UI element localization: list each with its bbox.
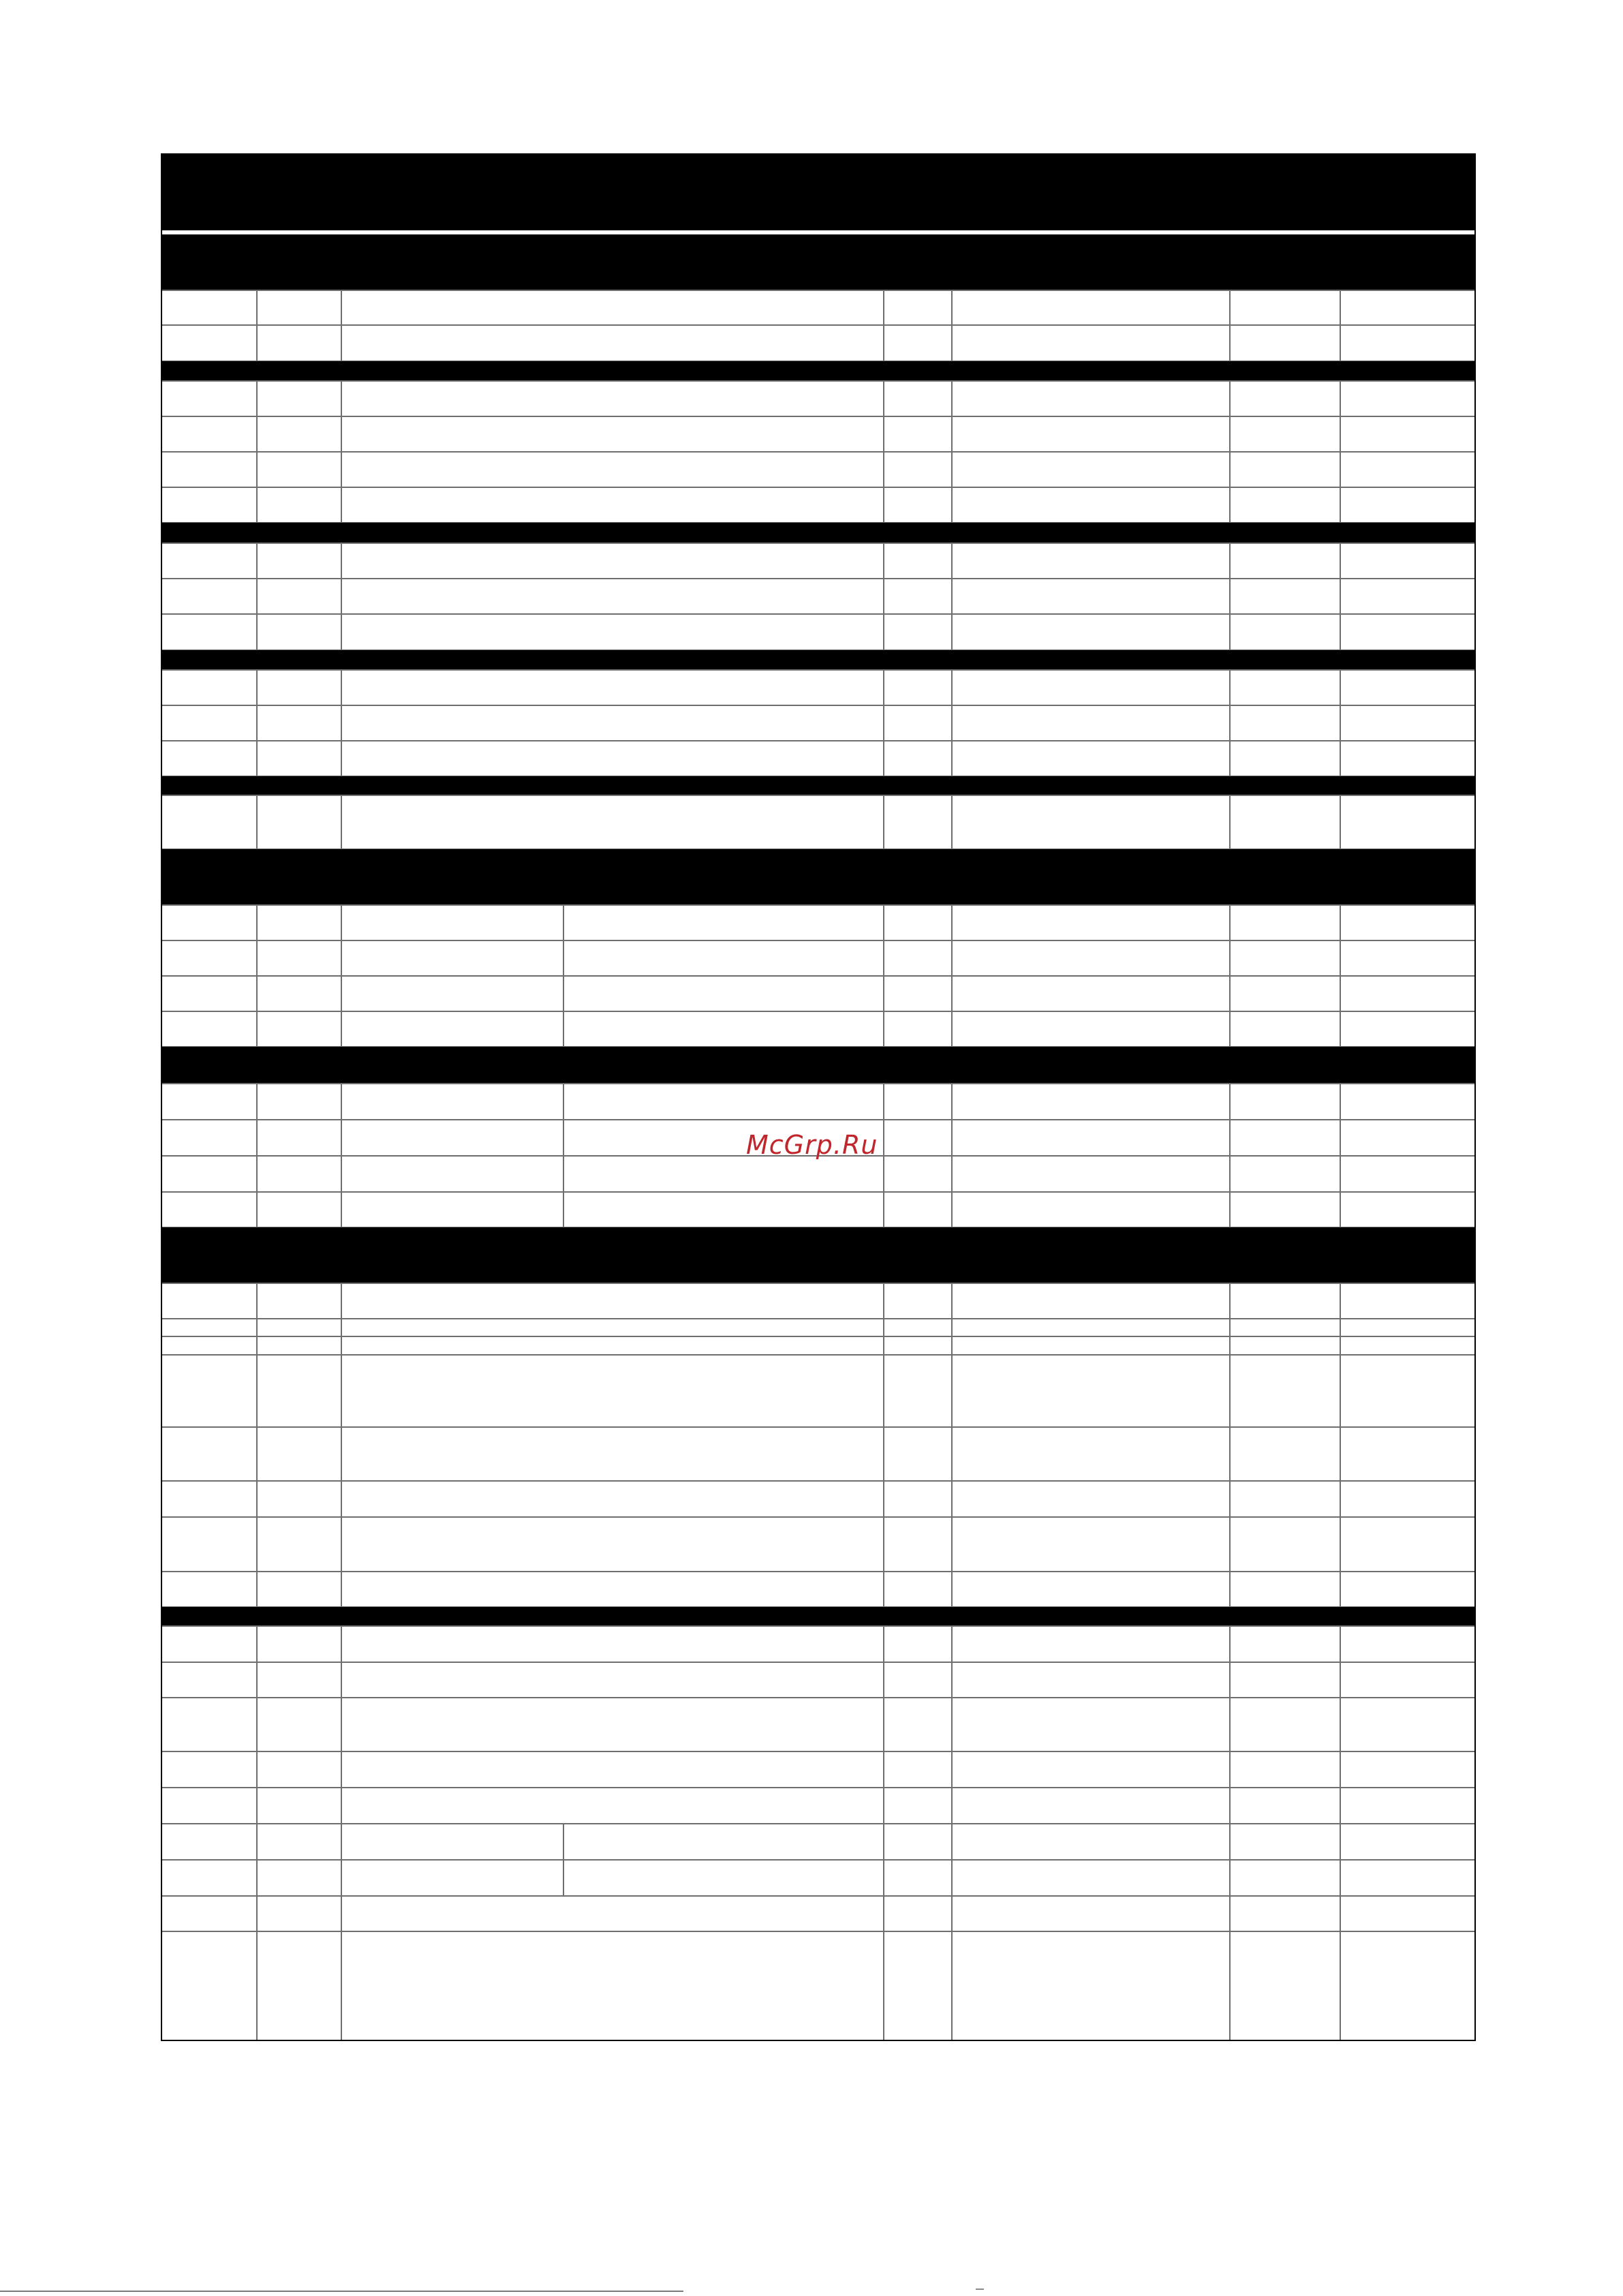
table-cell <box>257 1896 341 1931</box>
table-cell <box>1230 705 1340 741</box>
table-cell <box>257 1192 341 1227</box>
table-cell <box>341 905 563 940</box>
table-cell <box>952 1156 1230 1192</box>
table-cell <box>161 1751 257 1788</box>
table-cell <box>884 1336 952 1355</box>
table-cell <box>161 1824 257 1860</box>
table-cell <box>1230 1156 1340 1192</box>
table-cell <box>952 1572 1230 1607</box>
table-cell <box>257 940 341 976</box>
table-cell <box>1340 976 1475 1011</box>
table-cell <box>952 1011 1230 1047</box>
table-cell <box>1340 1192 1475 1227</box>
table-cell <box>341 579 884 614</box>
table-cell <box>884 905 952 940</box>
table-cell <box>161 905 257 940</box>
table-cell <box>563 940 884 976</box>
table-cell <box>884 325 952 361</box>
table-cell <box>884 1427 952 1481</box>
table-cell <box>952 1698 1230 1751</box>
table-cell <box>1230 1751 1340 1788</box>
table-cell <box>884 290 952 325</box>
table-cell <box>884 670 952 705</box>
table-cell <box>1230 1517 1340 1572</box>
table-cell <box>952 1120 1230 1156</box>
table-cell <box>341 1427 884 1481</box>
table-cell <box>1340 1626 1475 1662</box>
table-cell <box>1340 1751 1475 1788</box>
table-cell <box>1340 1427 1475 1481</box>
table-cell <box>884 976 952 1011</box>
table-cell <box>952 1662 1230 1698</box>
table-cell <box>952 1319 1230 1336</box>
table-cell <box>1230 1283 1340 1319</box>
table-cell <box>161 579 257 614</box>
table-cell <box>1340 1931 1475 2040</box>
table-cell <box>341 381 884 416</box>
table-cell <box>257 670 341 705</box>
table-cell <box>1230 1355 1340 1427</box>
table-cell <box>1340 1824 1475 1860</box>
table-cell <box>161 741 257 776</box>
table-cell <box>341 795 884 849</box>
table-cell <box>1230 1662 1340 1698</box>
table-cell <box>884 1931 952 2040</box>
table-cell <box>341 976 563 1011</box>
table-cell <box>884 940 952 976</box>
table-cell <box>161 1698 257 1751</box>
table-cell <box>1230 1120 1340 1156</box>
table-cell <box>1230 614 1340 650</box>
table-cell <box>341 1572 884 1607</box>
table-cell <box>1230 1824 1340 1860</box>
table-cell <box>1340 705 1475 741</box>
group-divider-band <box>161 523 1475 543</box>
table-cell <box>1230 795 1340 849</box>
table-cell <box>161 1011 257 1047</box>
table-cell <box>1340 1084 1475 1120</box>
table-cell <box>1230 1896 1340 1931</box>
table-cell <box>161 1931 257 2040</box>
table-cell <box>257 795 341 849</box>
table-cell <box>563 1084 884 1120</box>
table-cell <box>952 1626 1230 1662</box>
table-cell <box>1340 487 1475 523</box>
table-cell <box>1230 741 1340 776</box>
table-cell <box>884 1192 952 1227</box>
table-cell <box>1230 290 1340 325</box>
table-cell <box>952 670 1230 705</box>
table-cell <box>341 741 884 776</box>
table-cell <box>884 1860 952 1896</box>
table-cell <box>952 1192 1230 1227</box>
table-cell <box>1340 416 1475 452</box>
table-cell <box>1230 905 1340 940</box>
table-cell <box>1340 1011 1475 1047</box>
table-cell <box>341 290 884 325</box>
table-cell <box>161 705 257 741</box>
table-cell <box>952 1283 1230 1319</box>
table-cell <box>1340 579 1475 614</box>
table-cell <box>952 1788 1230 1824</box>
table-cell <box>1230 1572 1340 1607</box>
table-cell <box>1340 1896 1475 1931</box>
table-cell <box>257 1427 341 1481</box>
table-cell <box>257 1481 341 1517</box>
table-cell <box>884 1751 952 1788</box>
table-cell <box>884 416 952 452</box>
table-cell <box>1340 614 1475 650</box>
table-cell <box>952 741 1230 776</box>
table-cell <box>341 1084 563 1120</box>
table-cell <box>1340 1283 1475 1319</box>
table-cell <box>884 1481 952 1517</box>
group-divider-band <box>161 650 1475 670</box>
table-cell <box>952 1517 1230 1572</box>
table-cell <box>257 614 341 650</box>
table-cell <box>1230 579 1340 614</box>
table-cell <box>884 1572 952 1607</box>
table-cell <box>1230 1626 1340 1662</box>
table-cell <box>341 670 884 705</box>
table-cell <box>341 940 563 976</box>
table-cell <box>341 1751 884 1788</box>
table-cell <box>563 1860 884 1896</box>
table-cell <box>161 416 257 452</box>
table-cell <box>1230 1698 1340 1751</box>
table-cell <box>952 1336 1230 1355</box>
table-cell <box>161 290 257 325</box>
table-cell <box>341 452 884 487</box>
table-cell <box>884 1355 952 1427</box>
table-cell <box>161 452 257 487</box>
table-cell <box>257 1751 341 1788</box>
table-cell <box>161 1517 257 1572</box>
table-cell <box>341 614 884 650</box>
table-cell <box>341 1355 884 1427</box>
table-cell <box>341 325 884 361</box>
table-cell <box>257 487 341 523</box>
section-header-band <box>161 1227 1475 1283</box>
table-cell <box>1230 1481 1340 1517</box>
table-cell <box>1340 1860 1475 1896</box>
table-cell <box>884 1156 952 1192</box>
table-cell <box>884 381 952 416</box>
table-cell <box>563 1824 884 1860</box>
table-cell <box>161 670 257 705</box>
table-cell <box>952 905 1230 940</box>
table-cell <box>1340 1481 1475 1517</box>
table-cell <box>161 1192 257 1227</box>
table-cell <box>161 1572 257 1607</box>
table-cell <box>341 1931 884 2040</box>
table-cell <box>1230 976 1340 1011</box>
table-cell <box>884 487 952 523</box>
table-cell <box>257 1084 341 1120</box>
table-cell <box>257 1788 341 1824</box>
table-cell <box>161 1896 257 1931</box>
table-cell <box>1340 795 1475 849</box>
table-cell <box>1340 452 1475 487</box>
table-cell <box>1230 452 1340 487</box>
table-cell <box>161 795 257 849</box>
table-cell <box>884 452 952 487</box>
title-band <box>161 154 1475 230</box>
table-cell <box>1230 670 1340 705</box>
table-cell <box>341 1481 884 1517</box>
table-cell <box>161 1860 257 1896</box>
table-cell <box>341 1860 563 1896</box>
table-cell <box>884 1120 952 1156</box>
table-cell <box>952 1355 1230 1427</box>
table-cell <box>1230 487 1340 523</box>
group-divider-band <box>161 1607 1475 1626</box>
table-cell <box>257 1011 341 1047</box>
table-cell <box>257 1860 341 1896</box>
table-cell <box>341 1896 884 1931</box>
table-cell <box>884 1626 952 1662</box>
table-cell <box>1340 381 1475 416</box>
table-cell <box>341 1788 884 1824</box>
table-cell <box>1340 543 1475 579</box>
table-cell <box>563 1156 884 1192</box>
table-cell <box>161 1662 257 1698</box>
table-cell <box>952 1860 1230 1896</box>
table-cell <box>1230 1931 1340 2040</box>
table-cell <box>884 579 952 614</box>
table-cell <box>257 1336 341 1355</box>
table-cell <box>952 579 1230 614</box>
group-divider-band <box>161 361 1475 381</box>
table-cell <box>161 1084 257 1120</box>
table-cell <box>161 1427 257 1481</box>
table-cell <box>1340 741 1475 776</box>
table-cell <box>1340 940 1475 976</box>
group-divider-band <box>161 776 1475 795</box>
table-cell <box>257 381 341 416</box>
table-cell <box>341 1120 563 1156</box>
table-cell <box>1230 381 1340 416</box>
table-cell <box>257 543 341 579</box>
table-cell <box>257 1824 341 1860</box>
table-cell <box>884 1824 952 1860</box>
table-cell <box>563 976 884 1011</box>
table-cell <box>257 1626 341 1662</box>
table-cell <box>952 487 1230 523</box>
table-cell <box>1340 1662 1475 1698</box>
table-cell <box>257 741 341 776</box>
table-cell <box>952 1931 1230 2040</box>
table-cell <box>884 741 952 776</box>
table-cell <box>1230 325 1340 361</box>
table-cell <box>257 976 341 1011</box>
table-cell <box>884 1698 952 1751</box>
table-cell <box>161 976 257 1011</box>
table-cell <box>161 1283 257 1319</box>
table-cell <box>884 705 952 741</box>
table-cell <box>884 1084 952 1120</box>
table-cell <box>952 381 1230 416</box>
table-cell <box>1340 1120 1475 1156</box>
table-cell <box>1340 1156 1475 1192</box>
table-cell <box>161 1156 257 1192</box>
section-header-band <box>161 1047 1475 1084</box>
table-cell <box>161 543 257 579</box>
table-cell <box>952 543 1230 579</box>
table-cell <box>952 1751 1230 1788</box>
table-cell <box>161 1481 257 1517</box>
table-cell <box>952 325 1230 361</box>
table-cell <box>952 1427 1230 1481</box>
table-cell <box>341 1011 563 1047</box>
table-cell <box>1340 1698 1475 1751</box>
table-cell <box>257 452 341 487</box>
table-cell <box>952 416 1230 452</box>
table-cell <box>341 1192 563 1227</box>
table-cell <box>1230 1011 1340 1047</box>
table-cell <box>257 416 341 452</box>
table-cell <box>161 487 257 523</box>
table-cell <box>341 1824 563 1860</box>
table-cell <box>341 1517 884 1572</box>
table-cell <box>161 1626 257 1662</box>
table-cell <box>257 905 341 940</box>
table-cell <box>257 1120 341 1156</box>
table-cell <box>161 325 257 361</box>
table-cell <box>952 452 1230 487</box>
table-cell <box>257 1931 341 2040</box>
table-cell <box>161 381 257 416</box>
table-cell <box>1340 1336 1475 1355</box>
table-cell <box>257 1355 341 1427</box>
watermark-text: McGrp.Ru <box>746 1130 878 1160</box>
table-cell <box>563 1192 884 1227</box>
table-cell <box>1340 1355 1475 1427</box>
table-cell <box>1230 940 1340 976</box>
table-cell <box>1230 1192 1340 1227</box>
table-cell <box>952 976 1230 1011</box>
table-cell <box>341 1626 884 1662</box>
table-cell <box>341 1698 884 1751</box>
table-cell <box>884 1517 952 1572</box>
footer-mark <box>976 2289 984 2290</box>
table-cell <box>341 1156 563 1192</box>
table-cell <box>952 1824 1230 1860</box>
table-cell <box>884 1788 952 1824</box>
table-cell <box>161 1336 257 1355</box>
table-cell <box>952 290 1230 325</box>
table-cell <box>1340 1788 1475 1824</box>
table-cell <box>1230 1860 1340 1896</box>
table-cell <box>161 1319 257 1336</box>
table-cell <box>257 325 341 361</box>
table-cell <box>884 614 952 650</box>
table-cell <box>257 705 341 741</box>
table-cell <box>341 1336 884 1355</box>
table-cell <box>952 940 1230 976</box>
table-cell <box>952 1481 1230 1517</box>
table-cell <box>341 543 884 579</box>
table-cell <box>257 1319 341 1336</box>
table-cell <box>884 1662 952 1698</box>
table-cell <box>341 1283 884 1319</box>
table-cell <box>341 1662 884 1698</box>
table-cell <box>341 416 884 452</box>
table-cell <box>1340 1572 1475 1607</box>
table-cell <box>341 1319 884 1336</box>
table-cell <box>1230 1427 1340 1481</box>
table-cell <box>1230 1319 1340 1336</box>
table-cell <box>884 795 952 849</box>
table-cell <box>1340 670 1475 705</box>
table-cell <box>161 1120 257 1156</box>
table-cell <box>341 705 884 741</box>
table-cell <box>1230 543 1340 579</box>
table-cell <box>1340 1517 1475 1572</box>
table-cell <box>1230 416 1340 452</box>
table-cell <box>161 614 257 650</box>
table-cell <box>884 1896 952 1931</box>
table-cell <box>563 905 884 940</box>
table-cell <box>1340 905 1475 940</box>
table-cell <box>1340 290 1475 325</box>
table-cell <box>952 795 1230 849</box>
table-cell <box>161 940 257 976</box>
table-cell <box>952 705 1230 741</box>
table-cell <box>1340 1319 1475 1336</box>
table-cell <box>952 1084 1230 1120</box>
table-cell <box>952 614 1230 650</box>
table-cell <box>341 487 884 523</box>
table-cell <box>257 1698 341 1751</box>
table-cell <box>257 1283 341 1319</box>
table-cell <box>1230 1084 1340 1120</box>
table-cell <box>161 1355 257 1427</box>
table-cell <box>1340 325 1475 361</box>
table-cell <box>257 1572 341 1607</box>
table-cell <box>884 1011 952 1047</box>
table-cell <box>1230 1336 1340 1355</box>
table-cell <box>563 1011 884 1047</box>
table-cell <box>257 1662 341 1698</box>
table-cell <box>257 1156 341 1192</box>
table-cell <box>884 1283 952 1319</box>
table-cell <box>884 1319 952 1336</box>
footer-rule <box>0 2291 683 2292</box>
table-cell <box>884 543 952 579</box>
section-header-band <box>161 234 1475 290</box>
section-header-band <box>161 849 1475 905</box>
table-cell <box>1230 1788 1340 1824</box>
table-cell <box>257 579 341 614</box>
table-cell <box>161 1788 257 1824</box>
table-cell <box>257 290 341 325</box>
table-cell <box>257 1517 341 1572</box>
table-cell <box>952 1896 1230 1931</box>
